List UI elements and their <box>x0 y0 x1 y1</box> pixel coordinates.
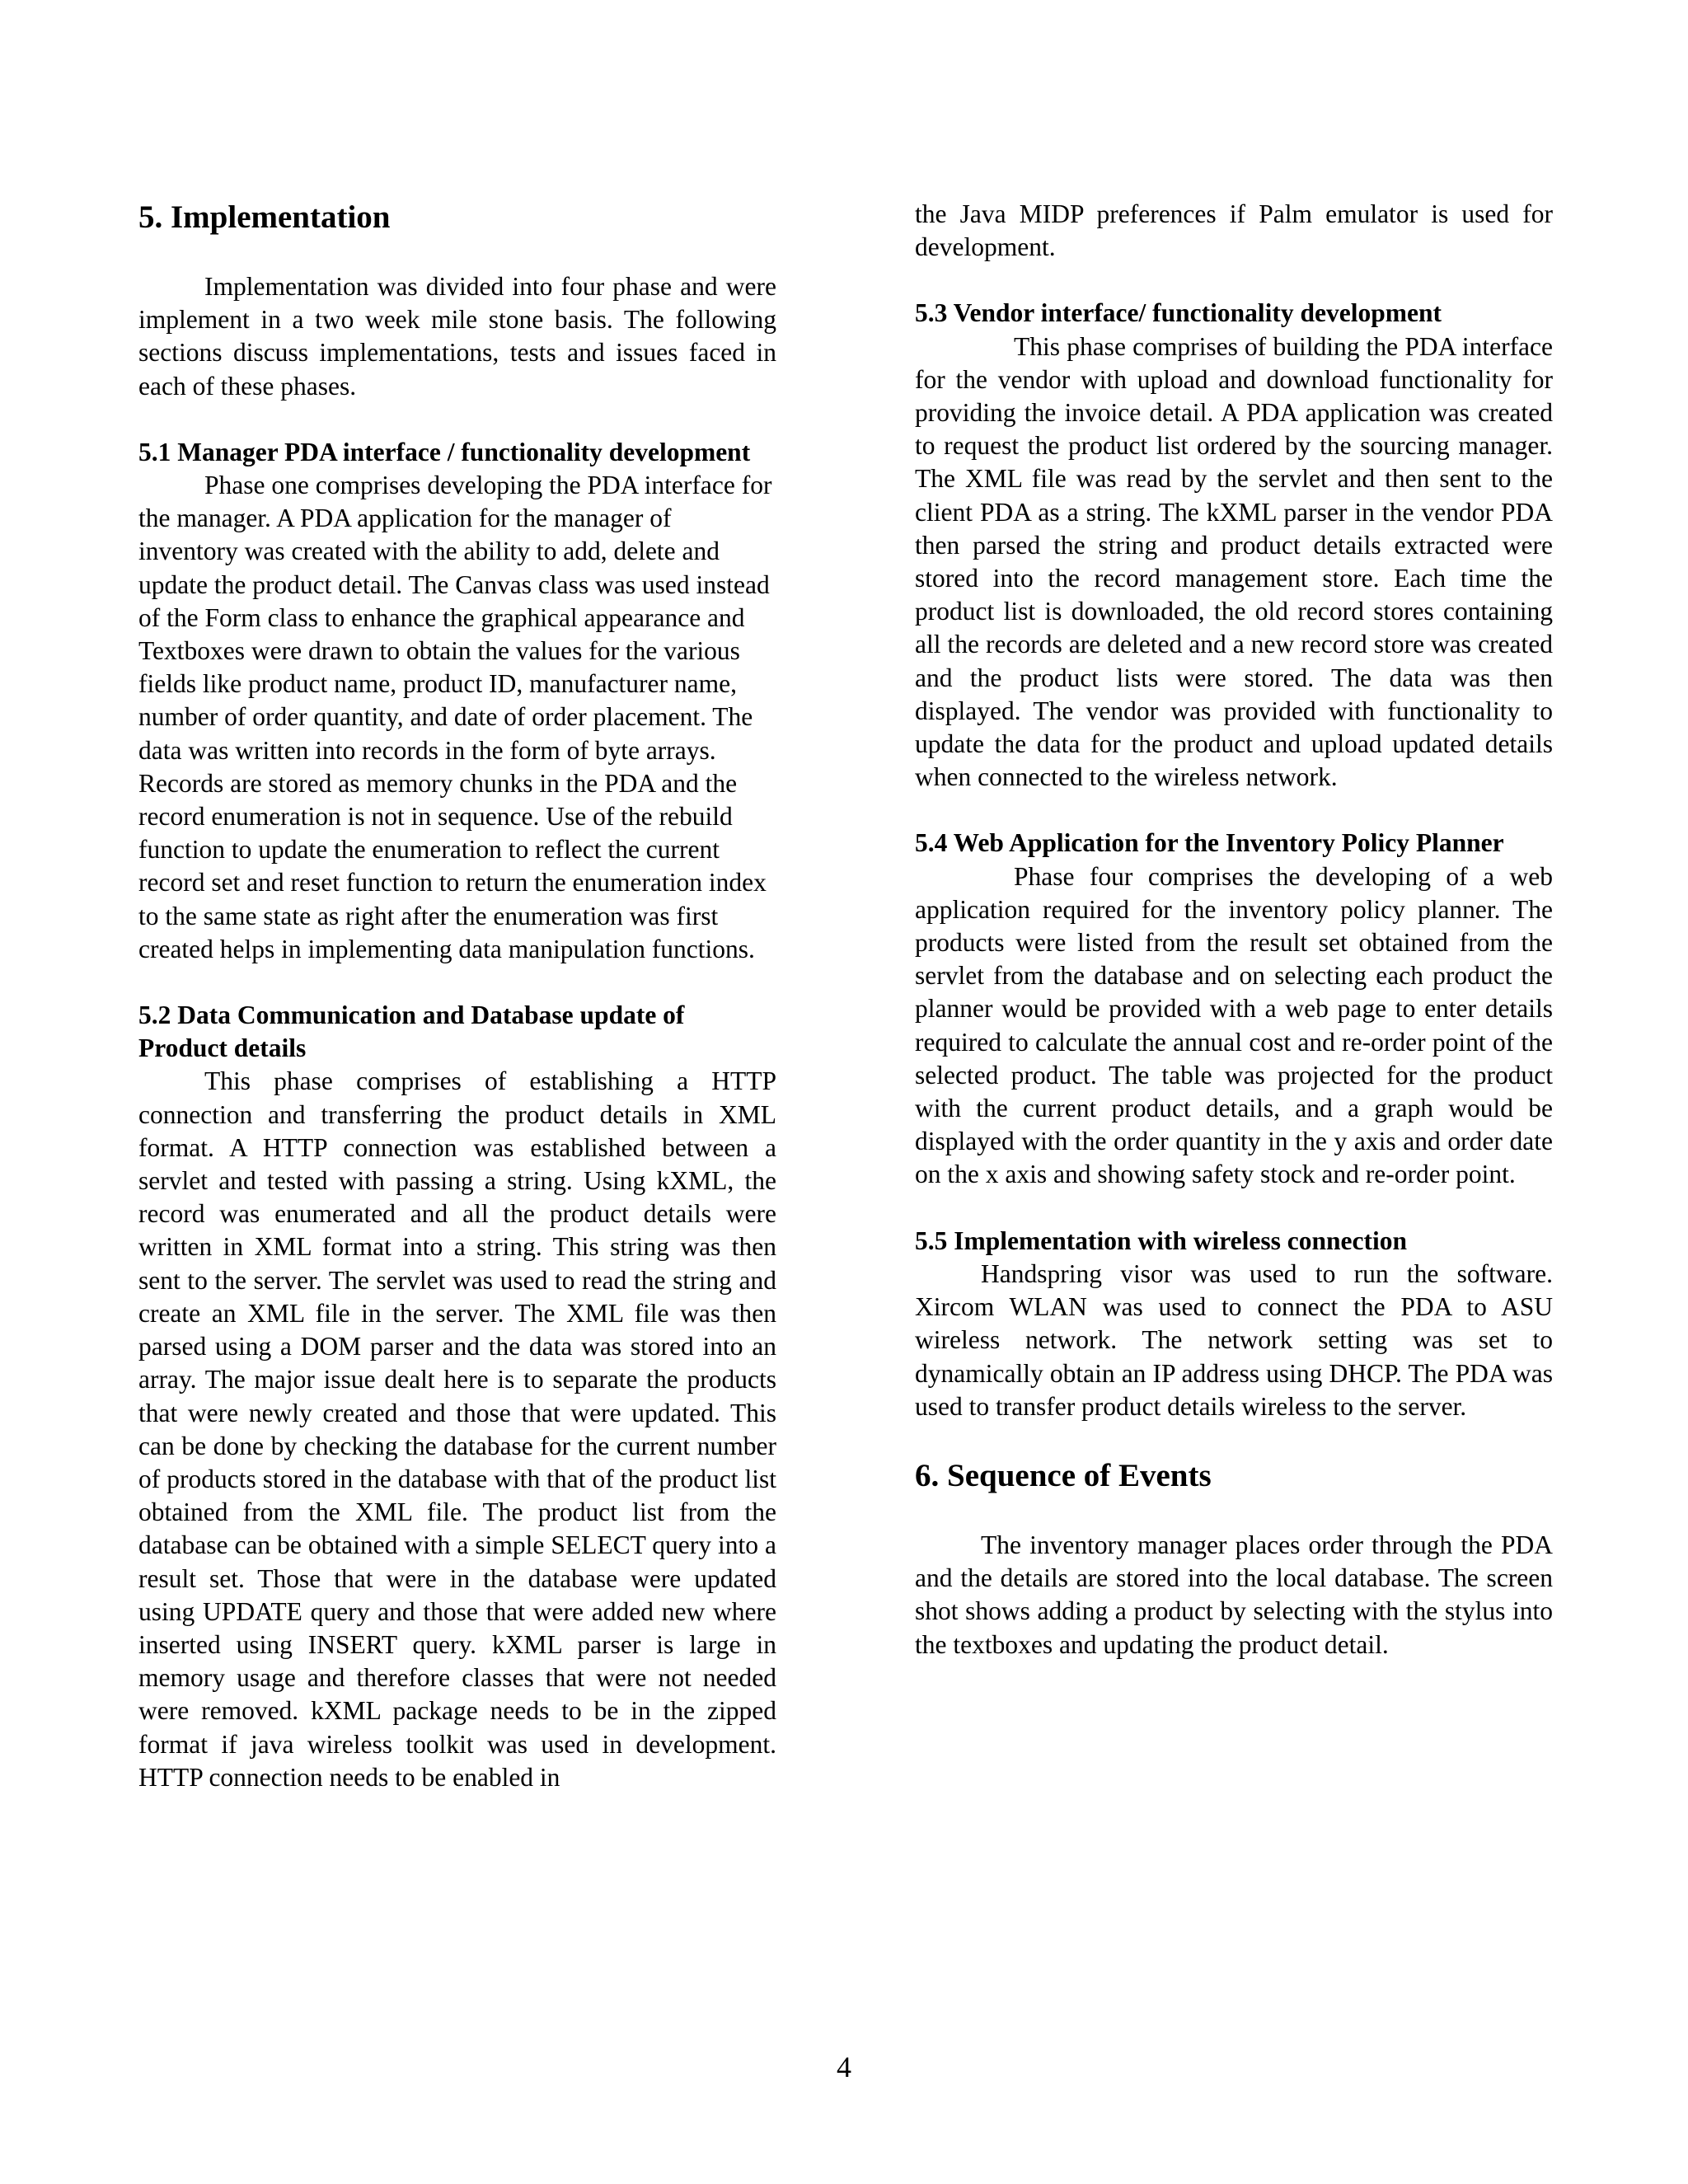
section-5-intro-paragraph: Implementation was divided into four phase and were implement in a two week mile stone basis. The following sections discuss implementations, tests and issues faced in each of these phases. <box>138 272 776 401</box>
section-5-4-heading: 5.4 Web Application for the Inventory Policy Planner <box>915 828 1504 858</box>
section-6-paragraph: The inventory manager places order through the PDA and the details are stored into the local database. The screen shot shows adding a product by selecting with the stylus into the textboxes and updating the product detail. <box>915 1530 1553 1659</box>
left-column <box>138 198 776 1794</box>
section-5-3-paragraph: This phase comprises of building the PDA interface for the vendor with upload and download functionality for providing the invoice detail. A PDA application was created to request the product list ordered by the sourcing manager. The XML file was read by the servlet and then sent to the client PDA as a string. The kXML parser in the vendor PDA then parsed the string and product details extracted were stored into the record management store. Each time the product list is downloaded, the old record stores containing all the records are deleted and a new record store was created and the product lists were stored. The data was then displayed. The vendor was provided with functionality to update the data for the product and upload updated details when connected to the wireless network. <box>915 331 1553 792</box>
section-5-2-heading: 5.2 Data Communication and Database update of Product details <box>138 1001 685 1063</box>
section-5-4-paragraph: Phase four comprises the developing of a web application required for the inventory policy planner. The products were listed from the result set obtained from the servlet from the database and on selecting each product the planner would be provided with a web page to enter details required to calculate the annual cost and re-order point of the selected product. The table was projected for the product with the current product details, and a graph would be displayed with the order quantity in the y axis and order date on the x axis and showing safety stock and re-order point. <box>915 861 1553 1189</box>
section-6-heading: 6. Sequence of Events <box>915 1457 1212 1493</box>
section-5-5-heading: 5.5 Implementation with wireless connection <box>915 1226 1408 1255</box>
section-5-heading: 5. Implementation <box>138 199 391 235</box>
section-5-2-paragraph: This phase comprises of establishing a HTTP connection and transferring the product details in XML format. A HTTP connection was established between a servlet and tested with passing a string. Using kXML, the record was enumerated and all the product details were written in XML format into a string. This string was then sent to the server. The servlet was used to read the string and create an XML file in the server. The XML file was then parsed using a DOM parser and the data was stored into an array. The major issue dealt here is to separate the products that were newly created and those that were updated. This can be done by checking the database for the current number of products stored in the database with that of the product list obtained from the XML file. The product list from the database can be obtained with a simple SELECT query into a result set. Those that were in the database were updated using UPDATE query and those that were added new where inserted using INSERT query. kXML parser is large in memory usage and therefore classes that were not needed were removed. kXML package needs to be in the zipped format if java wireless toolkit was used in development. HTTP connection needs to be enabled in <box>138 1066 776 1792</box>
section-5-1-heading: 5.1 Manager PDA interface / functionality development <box>138 437 751 466</box>
section-5-1-paragraph: Phase one comprises developing the PDA interface for the manager. A PDA application for the manager of inventory was created with the ability to add, delete and update the product detail. The Canvas class was used instead of the Form class to enhance the graphical appearance and Textboxes were drawn to obtain the values for the various fields like product name, product ID, manufacturer name, number of order quantity, and date of order placement. The data was written into records in the form of byte arrays. Records are stored as memory chunks in the PDA and the record enumeration is not in sequence. Use of the rebuild function to update the enumeration to reflect the current record set and reset function to return the enumeration index to the same state as right after the enumeration was first created helps in implementing data manipulation functions. <box>138 471 772 963</box>
section-5-3-heading: 5.3 Vendor interface/ functionality development <box>915 298 1442 328</box>
section-5-5-paragraph: Handspring visor was used to run the software. Xircom WLAN was used to connect the PDA to ASU wireless network. The network setting was set to dynamically obtain an IP address using DHCP. The PDA was used to transfer product details wireless to the server. <box>915 1258 1553 1421</box>
right-column <box>915 198 1553 1661</box>
section-5-2-continued-paragraph: the Java MIDP preferences if Palm emulator is used for development. <box>915 199 1553 262</box>
page-number: 4 <box>837 2050 851 2083</box>
